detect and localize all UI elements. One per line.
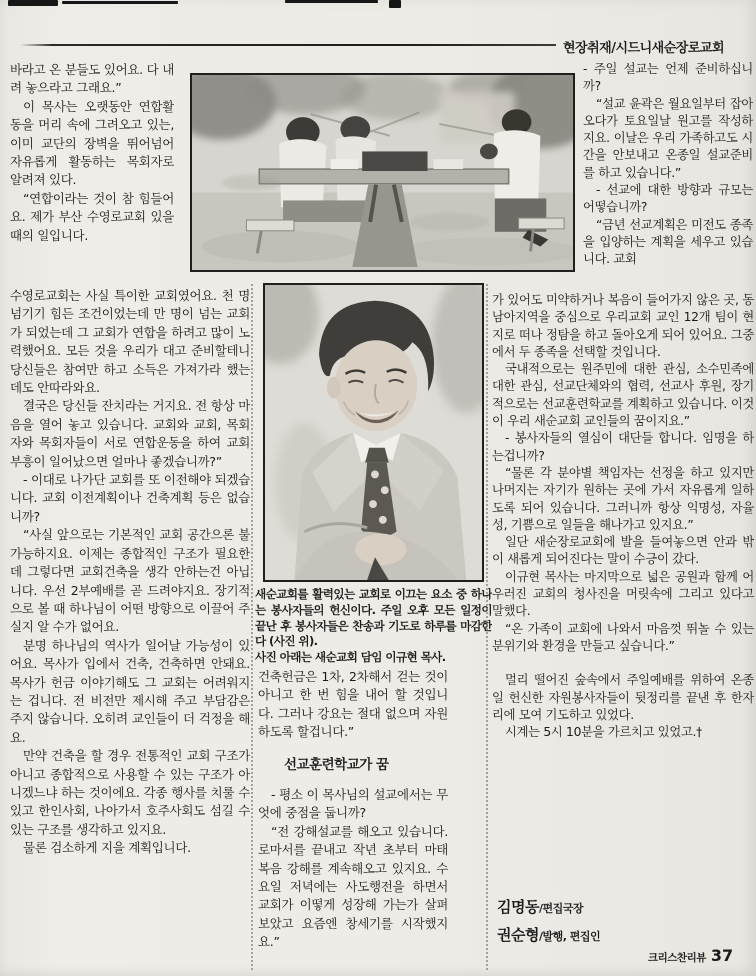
pastor-lee-kyu-hyun-portrait-photo [265,285,482,580]
paragraph: “물론 각 분야별 책임자는 선정을 하고 있지만 나머지는 자기가 원하는 곳에 가서 자유롭게 일하도록 되어 있습니다. 그러니까 항상 익명성, 자율성, 기쁨으로 일들을 해나가고 있지요.” [492,465,754,532]
paragraph: “온 가족이 교회에 나와서 마음껏 뛰놀 수 있는 분위기와 환경을 만들고 싶습니다.” [492,621,754,653]
paragraph: - 이대로 나가단 교회를 또 이전해야 되겠습니다. 교회 이전계획이나 건축계획 등은 없습니까? [10,472,250,524]
byline-name: 김명동 [497,898,539,916]
caption-last-line: 사진 아래는 새순교회 담임 이규현 목사. [255,650,446,665]
volunteers-at-outdoor-picnic-table-photo [192,75,573,270]
paragraph: “연합이라는 것이 참 힘들어요. 제가 부산 수영로교회 있을 때의 일입니다. [10,190,174,243]
column-2 [258,668,448,968]
paragraph: - 주일 설교는 언제 준비하십니까? [583,62,753,94]
section-label: 현장취재/시드니새순장로교회 [563,41,725,56]
byline-role: /발행, 편집인 [538,930,601,943]
scan-artifact [285,0,378,3]
scan-artifact [389,0,401,8]
top-photo-frame [190,73,575,272]
paragraph: “전 강해설교를 해오고 있습니다. 로마서를 끝내고 작년 초부터 마태복음 강해를 계속해오고 있지요. 수요일 저녁에는 사도행전을 하면서 교회가 이떻게 성장해 가는가 살펴보았고 요즘엔 창세기를 시작했지요.” [258,823,448,950]
byline-name: 권순형 [497,926,539,944]
byline-publisher [497,924,600,945]
column-3-bottom [492,292,754,892]
byline-editor [497,896,600,917]
subheading-mission-school: 선교훈련학교가 꿈 [284,756,389,773]
paragraph: 만약 건축을 할 경우 전통적인 교회 구조가 아니고 종합적으로 사용할 수 있는 구조가 아니겠느냐 하는 것이에요. 각종 행사를 치룰 수 있고 한인사회, 나아가서 호주사회도 섬길 수 있는 구조를 생각하고 있지요. [10,748,250,837]
paragraph: 물론 검소하게 지을 계획입니다. [23,840,191,856]
column-divider-left [251,284,253,970]
paragraph: 분명 하나님의 역사가 일어날 가능성이 있어요. 목사가 입에서 건축, 건축하면 안돼요. 목사가 헌금 이야기해도 그 교회는 어려워지는 겁니다. 전 비전만 제시해 주고 부담감은 주지 않습니다. 오히려 교인들이 더 걱정을 해요. [10,637,250,745]
column-1-top [10,61,174,285]
photo-caption [255,587,492,666]
caption-main: 새순교회를 활력있는 교회로 이끄는 요소 중 하나는 봉사자들의 헌신이다. 주일 오후 모든 일정이 끝난 후 봉사자들은 찬송과 기도로 하루를 마감한다 (사진 위). [255,587,492,649]
paragraph: 건축헌금은 1차, 2차해서 걷는 것이 아니고 한 번 힘을 내어 할 것입니다. 그러나 강요는 절대 없으며 자원하도록 할겁니다.” [258,669,448,740]
paragraph: “설교 윤곽은 월요일부터 잡아 오다가 토요일날 원고를 작성하지요. 이날은 우리 가족하고도 시간을 안보내고 온종일 설교준비를 하고 있습니다.” [583,96,753,180]
paragraph: 가 있어도 미약하거나 복음이 들어가지 않은 곳, 동남아지역을 중심으로 우리교회 교인 12개 팀이 현지로 떠나 정탐을 하고 돌아오게 되어 있어요. 그중에서 두 종족을 선택할 것입니다. [492,293,754,359]
paragraph: “사실 앞으로는 기본적인 교회 공간으론 불가능하지요. 이제는 종합적인 구조가 필요한데 그렇다면 교회건축을 생각 안하는건 아닙니다. 우선 2부예배를 곧 드려야지요. 장기적으로 볼 때 하나님이 어떤 방향으로 이끌어 주실지 알 수가 없어요. [10,527,250,635]
paragraph: “금년 선교계획은 미전도 종족을 입양하는 계획을 세우고 있습니다. 교회 [583,217,753,267]
paragraph: 바라고 온 분들도 있어요. 다 내려 놓으라고 그래요.” [10,62,174,96]
paragraph: - 선교에 대한 방향과 규모는 어떻습니까? [583,183,753,215]
magazine-name: 크리스찬리뷰 [648,952,706,964]
column-divider-right [486,284,488,970]
header-rule [20,44,556,46]
byline [497,896,600,952]
scan-artifact [8,0,58,6]
paragraph: 시계는 5시 10분을 가르치고 있었고.† [505,725,702,740]
scan-artifact [62,1,178,4]
byline-role: /편집국장 [538,902,584,915]
paragraph: 결국은 당신들 잔치라는 거지요. 전 항상 마음을 열어 놓고 있습니다. 교회와 교회, 목회자와 목회자들이 서로 연합운동을 하여 교회 부흥이 일어났으면 얼마나 좋겠습니까?” [10,398,250,469]
paragraph: 멀리 떨어진 숲속에서 주일예배를 위하여 온종일 헌신한 자원봉사자들이 뒷정리를 끝낸 후 한자리에 모여 기도하고 있었다. [492,673,754,722]
column-1-bottom [10,287,250,959]
column-3-top [583,61,753,289]
paragraph: 일단 새순장로교회에 발을 들여놓으면 안과 밖이 새롭게 되어진다는 말이 수긍이 갔다. [492,535,754,567]
page-number: 37 [710,946,734,965]
paragraph: 수영로교회는 사실 특이한 교회였어요. 천 명 넘기기 힘든 조건이었는데 만 명이 넘는 교회가 되었는데 그 교회가 연합을 하려고 많이 노력했어요. 모든 것을 우리가 대고 준비할테니 당신들은 참여만 하고 소득은 가져가라 했는데도 안따라와요. [10,288,250,396]
paragraph: 국내적으로는 원주민에 대한 관심, 소수민족에 대한 관심, 선교단체와의 협력, 선교사 후원, 장기적으로는 선교훈련학교를 계획하고 있습니다. 이것이 우리 새순교회 교인들의 꿈이지요.” [492,362,754,429]
paragraph: 이규현 목사는 마지막으로 넓은 공원과 함께 어우러진 교회의 청사진을 머릿속에 그리고 있다고 말했다. [492,569,754,619]
portrait-photo-frame [263,283,484,582]
paragraph: - 평소 이 목사님의 설교에서는 무엇에 중점을 둡니까? [258,787,448,821]
page-footer [648,946,733,965]
paragraph: - 봉사자들의 열심이 대단들 합니다. 임명을 하는겁니까? [492,431,754,463]
paragraph: 이 목사는 오랫동안 연합활동을 머리 속에 그려오고 있는, 이미 교단의 장벽을 뛰어넘어 자유롭게 활동하는 목회자로 알려져 있다. [10,98,174,188]
